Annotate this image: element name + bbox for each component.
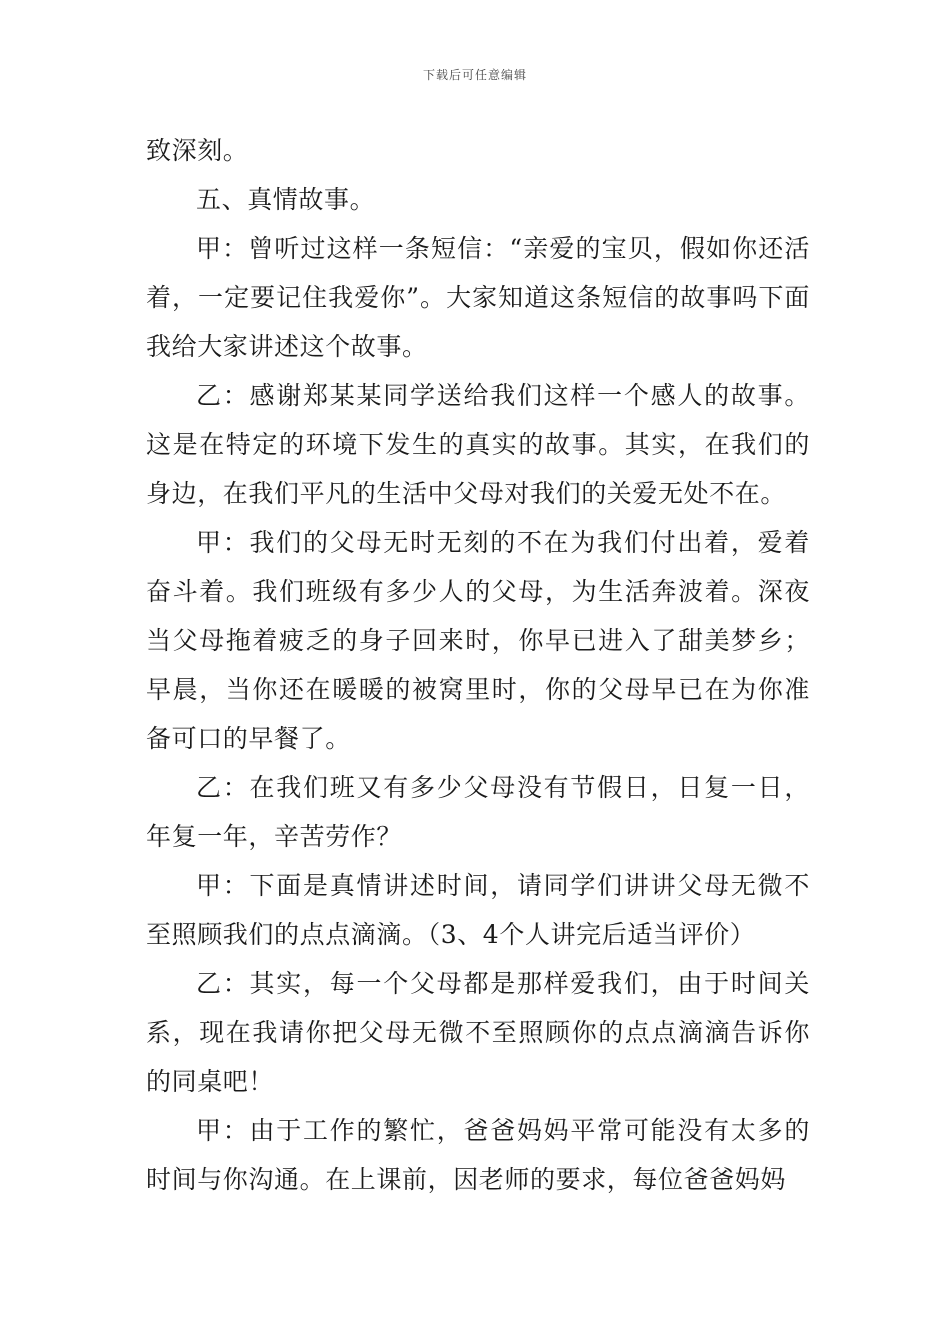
paragraph: 乙：其实，每一个父母都是那样爱我们，由于时间关系，现在我请你把父母无微不至照顾你的点点滴滴告诉你的同桌吧！ — [146, 969, 810, 1096]
paragraph: 甲：由于工作的繁忙，爸爸妈妈平常可能没有太多的时间与你沟通。在上课前，因老师的要求，每位爸爸妈妈 — [146, 1116, 810, 1194]
paragraph: 乙：在我们班又有多少父母没有节假日，日复一日，年复一年，辛苦劳作？ — [146, 773, 810, 851]
paragraph: 致深刻。 — [146, 136, 249, 165]
document-body — [146, 126, 810, 1204]
page-header: 下载后可任意编辑 — [422, 68, 527, 82]
paragraph: 甲：曾听过这样一条短信：“亲爱的宝贝，假如你还活着，一定要记住我爱你”。大家知道这条短信的故事吗下面我给大家讲述这个故事。 — [146, 234, 810, 361]
paragraph: 乙：感谢郑某某同学送给我们这样一个感人的故事。这是在特定的环境下发生的真实的故事。其实，在我们的身边，在我们平凡的生活中父母对我们的关爱无处不在。 — [146, 381, 810, 508]
paragraph: 甲：我们的父母无时无刻的不在为我们付出着，爱着奋斗着。我们班级有多少人的父母，为生活奔波着。深夜当父母拖着疲乏的身子回来时，你早已进入了甜美梦乡；早晨，当你还在暖暖的被窝里时，你的父母早已在为你准备可口的早餐了。 — [146, 528, 810, 753]
paragraph: 五、真情故事。 — [196, 185, 376, 214]
paragraph: 甲：下面是真情讲述时间，请同学们讲讲父母无微不至照顾我们的点点滴滴。（3、4个人讲完后适当评价） — [146, 871, 810, 949]
